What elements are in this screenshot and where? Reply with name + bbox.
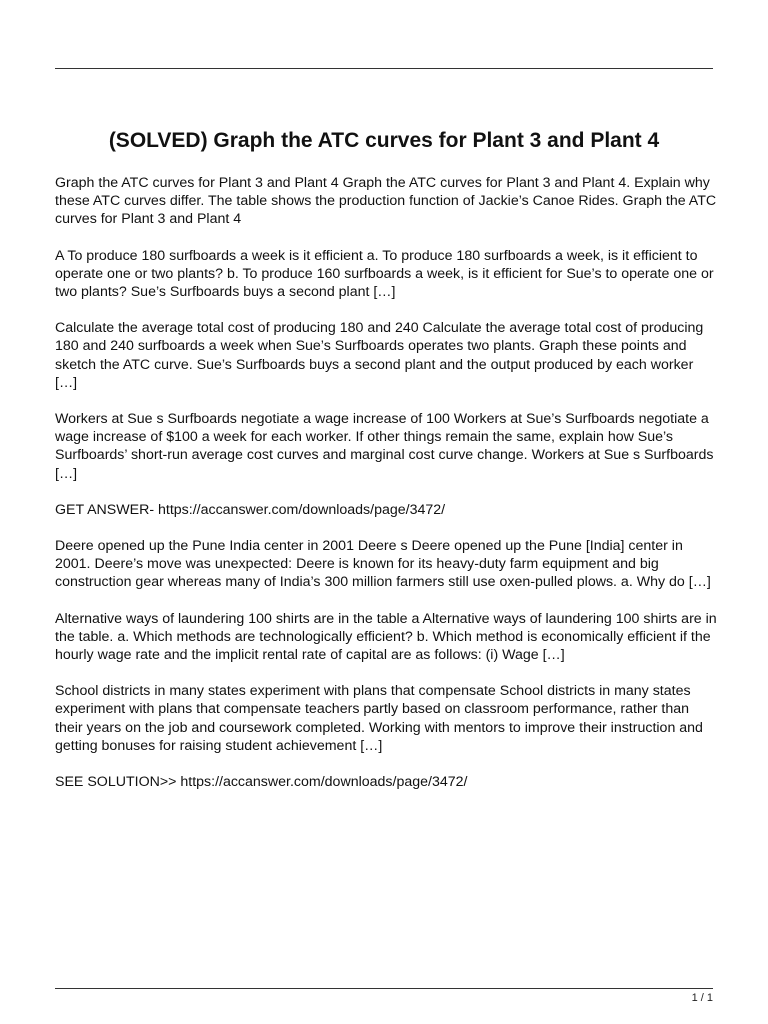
- page-number: 1 / 1: [691, 992, 713, 1004]
- paragraph-school-districts: School districts in many states experiment with plans that compensate School districts in many states experiment with plans that compensate teachers partly based on classroom performance, rather than their years on the job and coursework completed. Working with mentors to improve their instruction and getting bonuses for raising student achievement […]: [55, 683, 703, 754]
- paragraph-average-total-cost: Calculate the average total cost of producing 180 and 240 Calculate the average total cost of producing 180 and 240 surfboards a week when Sue’s Surfboards operates two plants. Graph these points and sketch the ATC curve. Sue’s Surfboards buys a second plant and the output produced by each worker […]: [55, 320, 704, 391]
- paragraph-deere-pune: Deere opened up the Pune India center in 2001 Deere s Deere opened up the Pune [India] center in 2001. Deere’s move was unexpected: Deere is known for its heavy-duty farm equipment and big construction gear whereas many of India’s 300 million farmers still use oxen-pulled plows. a. Why do […]: [55, 538, 711, 591]
- paragraph-surfboards-efficiency: A To produce 180 surfboards a week is it efficient a. To produce 180 surfboards a week, is it efficient to operate one or two plants? b. To produce 160 surfboards a week, is it efficient for Sue’s to operate one or two plants? Sue’s Surfboards buys a second plant […]: [55, 247, 714, 301]
- see-solution-link[interactable]: SEE SOLUTION>> https://accanswer.com/downloads/page/3472/: [55, 774, 468, 791]
- paragraph-laundering-shirts: Alternative ways of laundering 100 shirts are in the table a Alternative ways of laundering 100 shirts are in the table. a. Which methods are technologically efficient? b. Which method is economically efficient if the hourly wage rate and the implicit rental rate of capital are as follows: (i) Wage […]: [55, 610, 717, 664]
- paragraph-atc-curves: Graph the ATC curves for Plant 3 and Plant 4 Graph the ATC curves for Plant 3 and Plant 4. Explain why these ATC curves differ. The table shows the production function of Jackie’s Canoe Rides. Graph the ATC curves for Plant 3 and Plant 4: [55, 175, 717, 228]
- header-divider: [55, 68, 713, 69]
- footer-divider: [55, 988, 713, 989]
- paragraph-wage-increase: Workers at Sue s Surfboards negotiate a wage increase of 100 Workers at Sue’s Surfboards negotiate a wage increase of $100 a week for each worker. If other things remain the same, explain how Sue’s Surfboards’ short-run average cost curves and marginal cost curve change. Workers at Sue s Surfboards […]: [55, 411, 714, 482]
- page-title: (SOLVED) Graph the ATC curves for Plant 3 and Plant 4: [108, 129, 660, 152]
- get-answer-link[interactable]: GET ANSWER- https://accanswer.com/downloads/page/3472/: [55, 501, 446, 518]
- document-body: [55, 174, 717, 809]
